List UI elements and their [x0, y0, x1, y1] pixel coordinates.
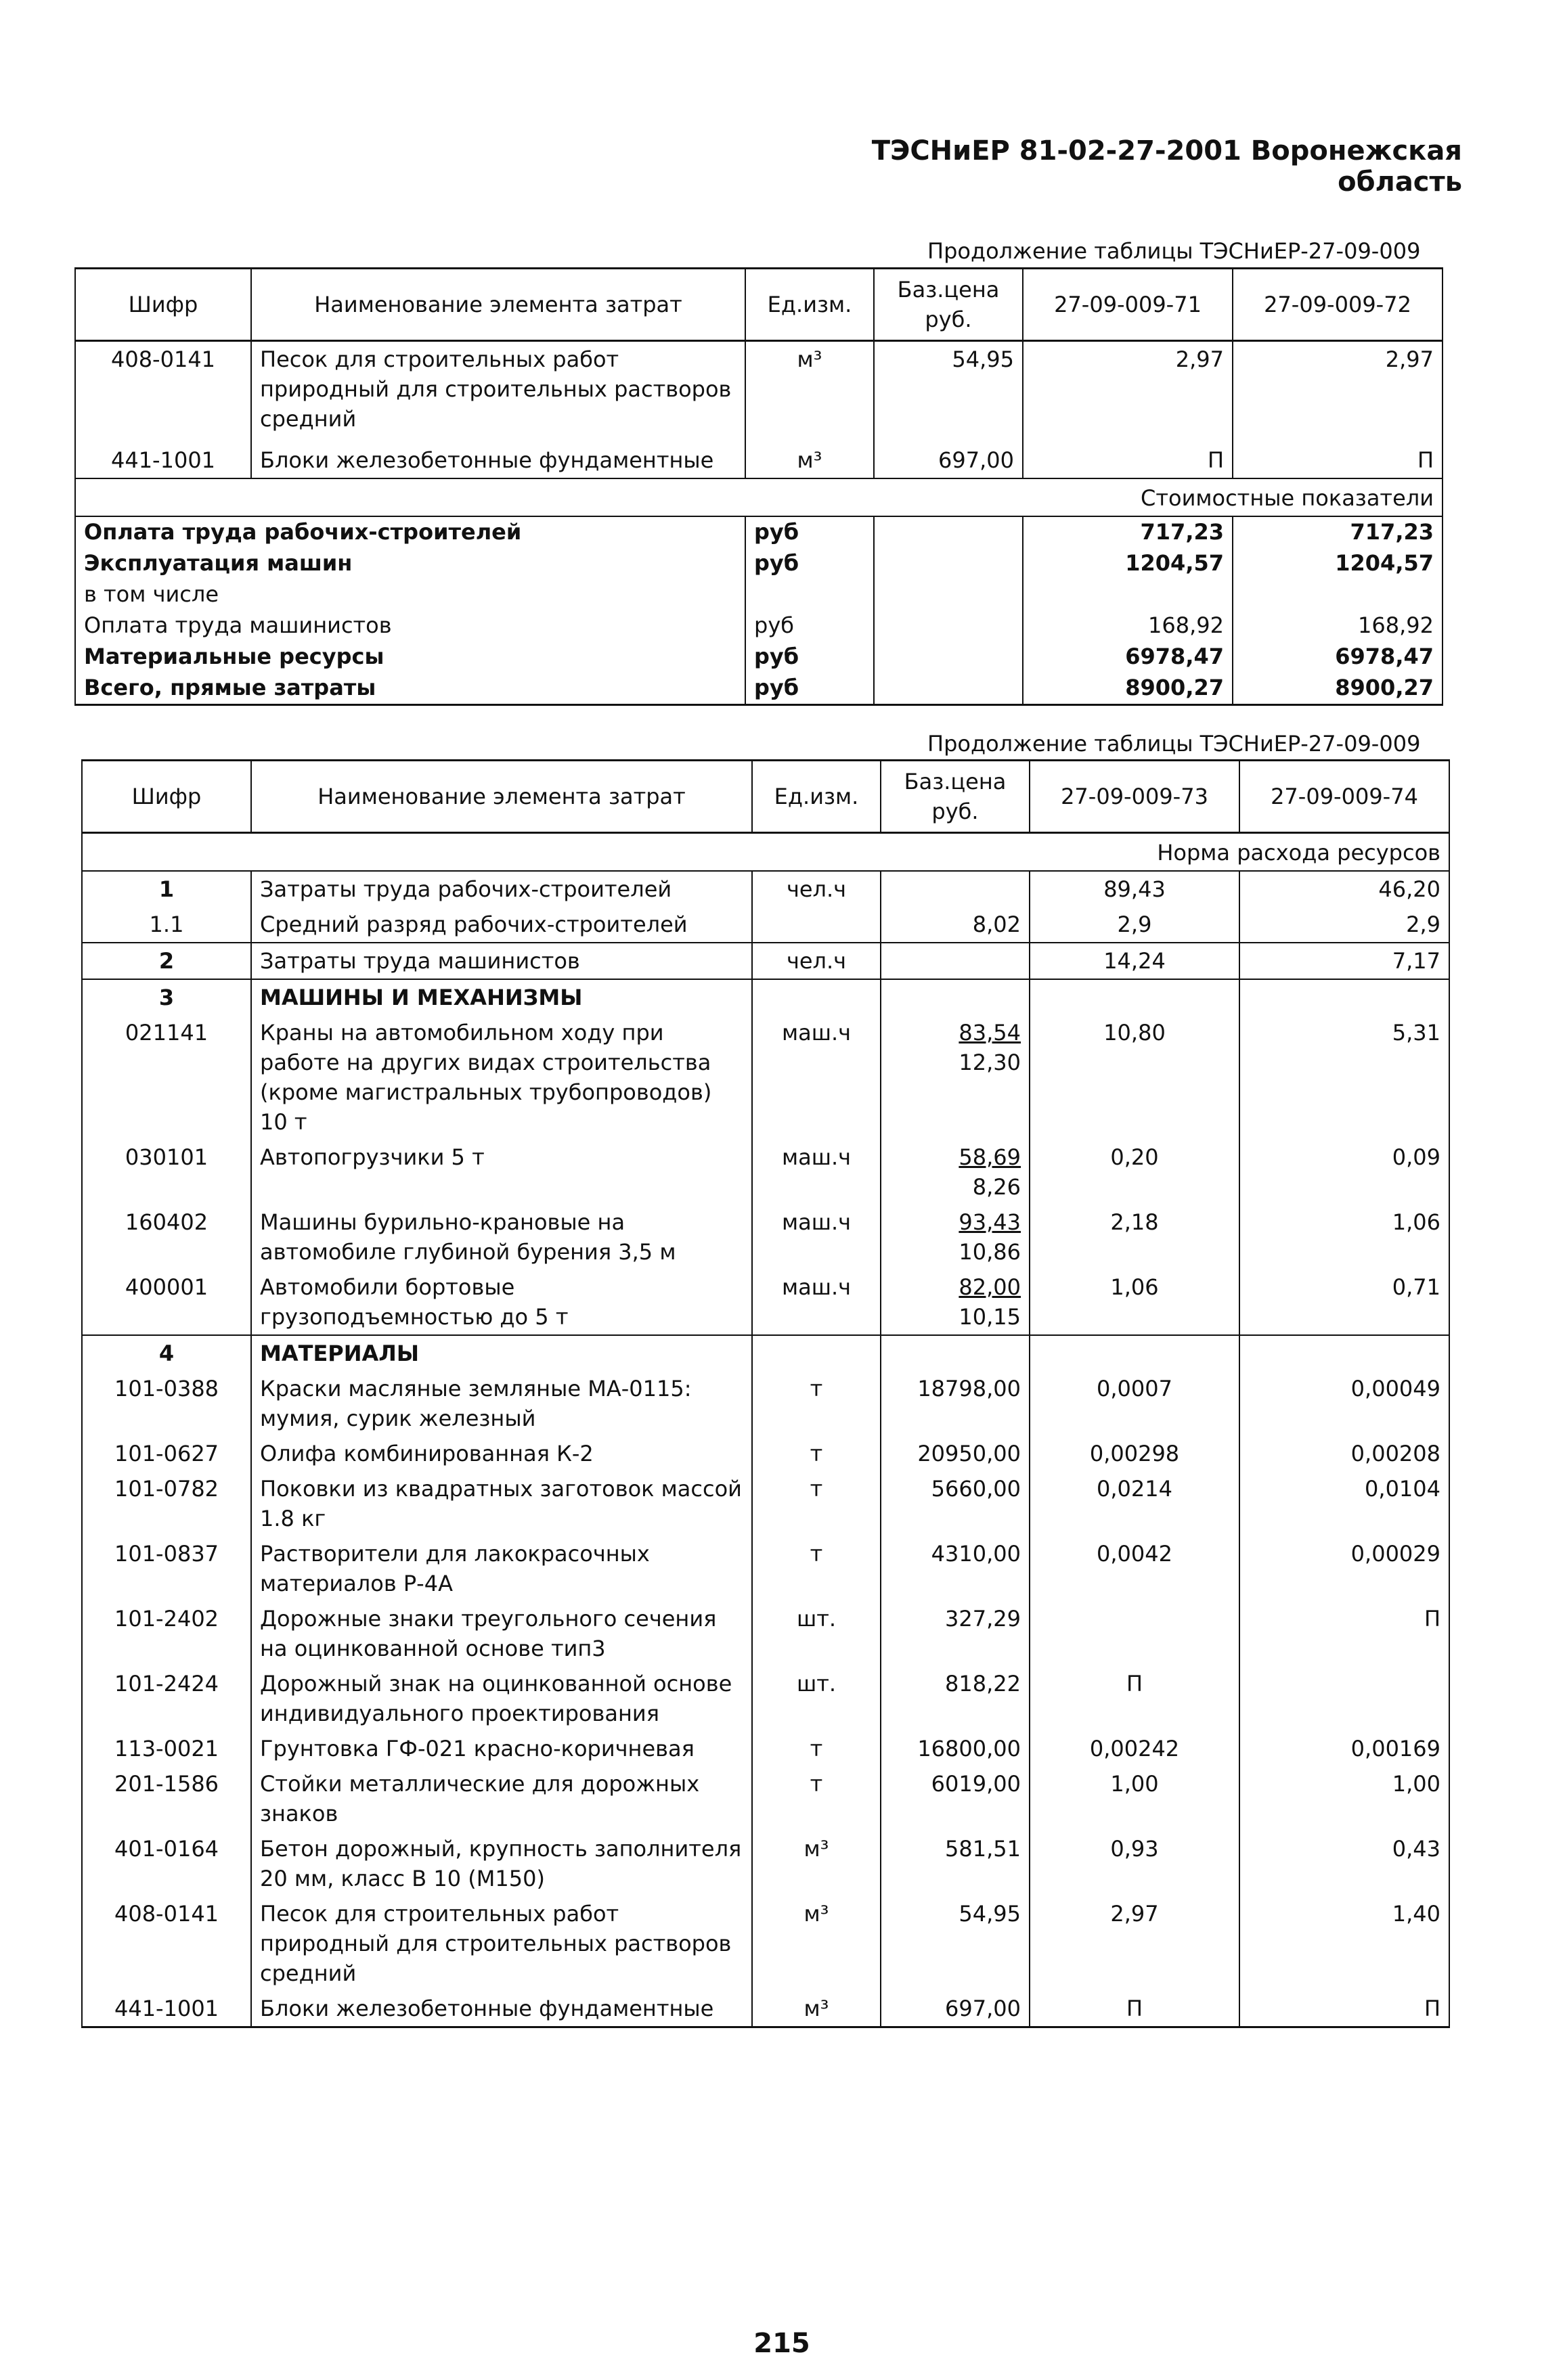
base-price-primary: 5660,00 [931, 1476, 1021, 1502]
row-value-2: 46,20 [1239, 871, 1449, 907]
row-name: Песок для строительных работ природный для строительных растворов средний [251, 1896, 752, 1991]
table1-column-header: Шифр [75, 269, 251, 341]
row-value-1: 0,0214 [1030, 1471, 1239, 1536]
base-price-primary: 83,54 [959, 1020, 1021, 1046]
row-name: Дорожные знаки треугольного сечения на оцинкованной основе тип3 [251, 1601, 752, 1666]
row-base-price [881, 1205, 1030, 1270]
row-base-price [881, 943, 1030, 979]
row-value-1: П [1023, 443, 1233, 478]
cost-unit: руб [745, 516, 874, 548]
page-header-title: ТЭСНиЕР 81-02-27-2001 Воронежская область [871, 135, 1462, 198]
row-name: Блоки железобетонные фундаментные [251, 1991, 752, 2027]
row-value-2 [1239, 1335, 1449, 1371]
base-price-primary: 818,22 [945, 1671, 1021, 1697]
row-value-1: 2,97 [1023, 341, 1233, 443]
row-name: Дорожный знак на оцинкованной основе индивидуального проектирования [251, 1666, 752, 1731]
row-name: Бетон дорожный, крупность заполнителя 20 мм, класс В 10 (М150) [251, 1831, 752, 1896]
base-price-primary: 82,00 [959, 1274, 1021, 1300]
row-base-price [881, 1731, 1030, 1766]
row-value-2 [1239, 1666, 1449, 1731]
table-row [82, 1896, 1449, 1991]
table-row [82, 1666, 1449, 1731]
base-price-secondary: 12,30 [959, 1050, 1021, 1075]
row-code: 101-0837 [82, 1536, 251, 1601]
row-value-1: 0,0042 [1030, 1536, 1239, 1601]
row-base-price [881, 871, 1030, 907]
table-row [75, 443, 1443, 478]
table1-column-header: Ед.изм. [745, 269, 874, 341]
row-value-2: 2,97 [1233, 341, 1443, 443]
row-base-price: 697,00 [874, 443, 1023, 478]
row-name: Средний разряд рабочих-строителей [251, 907, 752, 943]
base-price-primary: 4310,00 [931, 1541, 1021, 1567]
cost-base-price [874, 642, 1023, 673]
row-name: Затраты труда машинистов [251, 943, 752, 979]
cost-row [75, 673, 1443, 705]
row-value-1 [1030, 1601, 1239, 1666]
row-value-1: 1,06 [1030, 1270, 1239, 1335]
row-code: 160402 [82, 1205, 251, 1270]
row-value-2: 0,00029 [1239, 1536, 1449, 1601]
row-value-2: 0,00169 [1239, 1731, 1449, 1766]
table-row [82, 1831, 1449, 1896]
cost-value-2: 168,92 [1233, 610, 1443, 642]
table1-column-header: Наименование элемента затрат [251, 269, 745, 341]
row-name: Поковки из квадратных заготовок массой 1.8 кг [251, 1471, 752, 1536]
row-unit: маш.ч [752, 1015, 881, 1140]
row-base-price [881, 1991, 1030, 2027]
row-unit: шт. [752, 1666, 881, 1731]
cost-base-price [874, 516, 1023, 548]
cost-name: Эксплуатация машин [75, 548, 745, 579]
table-row [82, 1371, 1449, 1436]
row-code: 113-0021 [82, 1731, 251, 1766]
cost-value-2: 1204,57 [1233, 548, 1443, 579]
cost-row [75, 610, 1443, 642]
table2-section-band [82, 833, 1449, 872]
row-value-2: П [1233, 443, 1443, 478]
row-unit: м³ [752, 1991, 881, 2027]
row-code: 408-0141 [82, 1896, 251, 1991]
base-price-primary: 581,51 [945, 1836, 1021, 1862]
row-code: 201-1586 [82, 1766, 251, 1831]
table2-column-header: Баз.цена руб. [881, 761, 1030, 833]
row-name: Машины бурильно-крановые на автомобиле глубиной бурения 3,5 м [251, 1205, 752, 1270]
row-name: Стойки металлические для дорожных знаков [251, 1766, 752, 1831]
cost-row [75, 548, 1443, 579]
row-code: 101-0627 [82, 1436, 251, 1471]
row-code: 1 [82, 871, 251, 907]
row-code: 3 [82, 979, 251, 1015]
row-name: МАШИНЫ И МЕХАНИЗМЫ [251, 979, 752, 1015]
row-code: 441-1001 [75, 443, 251, 478]
table2-body [82, 761, 1449, 2027]
row-base-price [881, 907, 1030, 943]
row-base-price [881, 1471, 1030, 1536]
base-price-primary: 697,00 [945, 1996, 1021, 2021]
row-name: Растворители для лакокрасочных материалов Р-4А [251, 1536, 752, 1601]
row-name: Автомобили бортовые грузоподъемностью до 5 т [251, 1270, 752, 1335]
row-unit: м³ [752, 1831, 881, 1896]
row-unit: м³ [745, 341, 874, 443]
table1 [74, 267, 1443, 706]
row-code: 4 [82, 1335, 251, 1371]
row-code: 401-0164 [82, 1831, 251, 1896]
cost-value-2: 6978,47 [1233, 642, 1443, 673]
row-value-2: 0,00208 [1239, 1436, 1449, 1471]
row-unit: т [752, 1536, 881, 1601]
cost-value-2: 717,23 [1233, 516, 1443, 548]
table-row [82, 1991, 1449, 2027]
base-price-primary: 16800,00 [917, 1736, 1021, 1761]
row-value-2: 0,71 [1239, 1270, 1449, 1335]
cost-name: Оплата труда рабочих-строителей [75, 516, 745, 548]
row-value-2: 1,06 [1239, 1205, 1449, 1270]
row-unit: т [752, 1371, 881, 1436]
row-value-2: П [1239, 1991, 1449, 2027]
row-code: 021141 [82, 1015, 251, 1140]
row-unit [752, 979, 881, 1015]
row-unit: чел.ч [752, 871, 881, 907]
row-value-1: 0,00298 [1030, 1436, 1239, 1471]
row-value-1: 0,0007 [1030, 1371, 1239, 1436]
base-price-primary: 6019,00 [931, 1771, 1021, 1797]
cost-value-2: 8900,27 [1233, 673, 1443, 705]
cost-value-1: 717,23 [1023, 516, 1233, 548]
cost-value-1: 1204,57 [1023, 548, 1233, 579]
table2-column-header: 27-09-009-73 [1030, 761, 1239, 833]
row-base-price [881, 1371, 1030, 1436]
row-base-price [881, 1140, 1030, 1205]
row-base-price [881, 1335, 1030, 1371]
table-row [82, 907, 1449, 943]
row-code: 408-0141 [75, 341, 251, 443]
cost-row [75, 579, 1443, 610]
row-base-price [881, 1536, 1030, 1601]
row-value-1: 10,80 [1030, 1015, 1239, 1140]
table2-column-header: 27-09-009-74 [1239, 761, 1449, 833]
row-value-2: 1,40 [1239, 1896, 1449, 1991]
cost-base-price [874, 548, 1023, 579]
base-price-primary: 93,43 [959, 1209, 1021, 1235]
row-base-price [881, 1766, 1030, 1831]
table-row [75, 341, 1443, 443]
row-unit: шт. [752, 1601, 881, 1666]
cost-base-price [874, 610, 1023, 642]
table-row [82, 1731, 1449, 1766]
row-name: Олифа комбинированная К-2 [251, 1436, 752, 1471]
cost-value-1: 6978,47 [1023, 642, 1233, 673]
row-unit: маш.ч [752, 1140, 881, 1205]
row-value-1 [1030, 1335, 1239, 1371]
row-name: Затраты труда рабочих-строителей [251, 871, 752, 907]
cost-unit: руб [745, 673, 874, 705]
row-base-price [881, 1831, 1030, 1896]
row-base-price [881, 1601, 1030, 1666]
table-row [82, 1601, 1449, 1666]
cost-row [75, 516, 1443, 548]
row-unit: т [752, 1471, 881, 1536]
row-unit: чел.ч [752, 943, 881, 979]
table2-column-header: Ед.изм. [752, 761, 881, 833]
row-code: 030101 [82, 1140, 251, 1205]
base-price-primary: 20950,00 [917, 1441, 1021, 1466]
table2-column-header: Наименование элемента затрат [251, 761, 752, 833]
row-value-1: 2,9 [1030, 907, 1239, 943]
cost-value-2 [1233, 579, 1443, 610]
base-price-primary: 54,95 [959, 1901, 1021, 1927]
row-value-2: 0,43 [1239, 1831, 1449, 1896]
cost-name: Оплата труда машинистов [75, 610, 745, 642]
row-base-price [881, 1270, 1030, 1335]
table1-section-band [75, 478, 1443, 516]
table-row [82, 1270, 1449, 1335]
row-value-2: 2,9 [1239, 907, 1449, 943]
base-price-secondary: 10,15 [959, 1304, 1021, 1330]
row-name: Блоки железобетонные фундаментные [251, 443, 745, 478]
page-number: 215 [753, 2328, 810, 2359]
table1-body [75, 269, 1443, 705]
row-code: 441-1001 [82, 1991, 251, 2027]
row-value-1: П [1030, 1991, 1239, 2027]
row-base-price [881, 1436, 1030, 1471]
row-value-1: 14,24 [1030, 943, 1239, 979]
row-value-2: 7,17 [1239, 943, 1449, 979]
row-unit: т [752, 1766, 881, 1831]
cost-unit [745, 579, 874, 610]
cost-unit: руб [745, 610, 874, 642]
table1-column-header: 27-09-009-71 [1023, 269, 1233, 341]
row-unit: т [752, 1436, 881, 1471]
table-row [82, 1766, 1449, 1831]
row-unit [752, 907, 881, 943]
row-unit: м³ [745, 443, 874, 478]
table1-column-header: 27-09-009-72 [1233, 269, 1443, 341]
row-unit: т [752, 1731, 881, 1766]
row-value-1: 0,93 [1030, 1831, 1239, 1896]
row-base-price [881, 979, 1030, 1015]
table2 [81, 759, 1450, 2028]
row-unit: маш.ч [752, 1270, 881, 1335]
row-code: 2 [82, 943, 251, 979]
cost-value-1 [1023, 579, 1233, 610]
row-value-1: 0,00242 [1030, 1731, 1239, 1766]
row-code: 101-0388 [82, 1371, 251, 1436]
row-value-1: 89,43 [1030, 871, 1239, 907]
row-value-2: 0,09 [1239, 1140, 1449, 1205]
row-unit: м³ [752, 1896, 881, 1991]
row-code: 101-0782 [82, 1471, 251, 1536]
cost-base-price [874, 579, 1023, 610]
table-row [82, 1536, 1449, 1601]
table-row [82, 1205, 1449, 1270]
table1-header-row [75, 269, 1443, 341]
cost-row [75, 642, 1443, 673]
table2-caption: Продолжение таблицы ТЭСНиЕР-27-09-009 [927, 731, 1421, 757]
cost-value-1: 8900,27 [1023, 673, 1233, 705]
row-name: Краны на автомобильном ходу при работе на других видах строительства (кроме магистральных трубопроводов) 10 т [251, 1015, 752, 1140]
row-base-price [881, 1666, 1030, 1731]
table2-header-row [82, 761, 1449, 833]
row-value-2: 1,00 [1239, 1766, 1449, 1831]
row-value-1: 1,00 [1030, 1766, 1239, 1831]
row-value-1 [1030, 979, 1239, 1015]
cost-value-1: 168,92 [1023, 610, 1233, 642]
table-row [82, 1015, 1449, 1140]
row-value-1: 2,97 [1030, 1896, 1239, 1991]
table-row [82, 1436, 1449, 1471]
table-row [82, 943, 1449, 979]
row-value-2: 0,0104 [1239, 1471, 1449, 1536]
cost-base-price [874, 673, 1023, 705]
base-price-primary: 8,02 [972, 912, 1021, 937]
table1-caption: Продолжение таблицы ТЭСНиЕР-27-09-009 [927, 238, 1421, 264]
table-row [82, 979, 1449, 1015]
cost-name: в том числе [75, 579, 745, 610]
row-code: 400001 [82, 1270, 251, 1335]
table-row [82, 1335, 1449, 1371]
base-price-primary: 18798,00 [917, 1376, 1021, 1401]
cost-unit: руб [745, 548, 874, 579]
row-code: 101-2424 [82, 1666, 251, 1731]
table-row [82, 1471, 1449, 1536]
row-code: 1.1 [82, 907, 251, 943]
row-base-price [881, 1896, 1030, 1991]
row-code: 101-2402 [82, 1601, 251, 1666]
table1-column-header: Баз.цена руб. [874, 269, 1023, 341]
row-base-price [881, 1015, 1030, 1140]
row-value-1: 0,20 [1030, 1140, 1239, 1205]
row-value-2: 0,00049 [1239, 1371, 1449, 1436]
table-row [82, 1140, 1449, 1205]
cost-name: Всего, прямые затраты [75, 673, 745, 705]
row-unit [752, 1335, 881, 1371]
row-value-1: 2,18 [1030, 1205, 1239, 1270]
base-price-primary: 58,69 [959, 1144, 1021, 1170]
row-value-2 [1239, 979, 1449, 1015]
row-unit: маш.ч [752, 1205, 881, 1270]
row-value-1: П [1030, 1666, 1239, 1731]
base-price-secondary: 10,86 [959, 1239, 1021, 1265]
base-price-primary: 327,29 [945, 1606, 1021, 1632]
row-name: МАТЕРИАЛЫ [251, 1335, 752, 1371]
section-label: Стоимостные показатели [75, 478, 1443, 516]
row-name: Краски масляные земляные МА-0115: мумия, сурик железный [251, 1371, 752, 1436]
table-row [82, 871, 1449, 907]
row-name: Автопогрузчики 5 т [251, 1140, 752, 1205]
cost-unit: руб [745, 642, 874, 673]
row-value-2: 5,31 [1239, 1015, 1449, 1140]
cost-name: Материальные ресурсы [75, 642, 745, 673]
row-name: Песок для строительных работ природный для строительных растворов средний [251, 341, 745, 443]
section-label: Норма расхода ресурсов [82, 833, 1449, 872]
row-base-price: 54,95 [874, 341, 1023, 443]
row-value-2: П [1239, 1601, 1449, 1666]
base-price-secondary: 8,26 [972, 1174, 1021, 1200]
row-name: Грунтовка ГФ-021 красно-коричневая [251, 1731, 752, 1766]
table2-column-header: Шифр [82, 761, 251, 833]
